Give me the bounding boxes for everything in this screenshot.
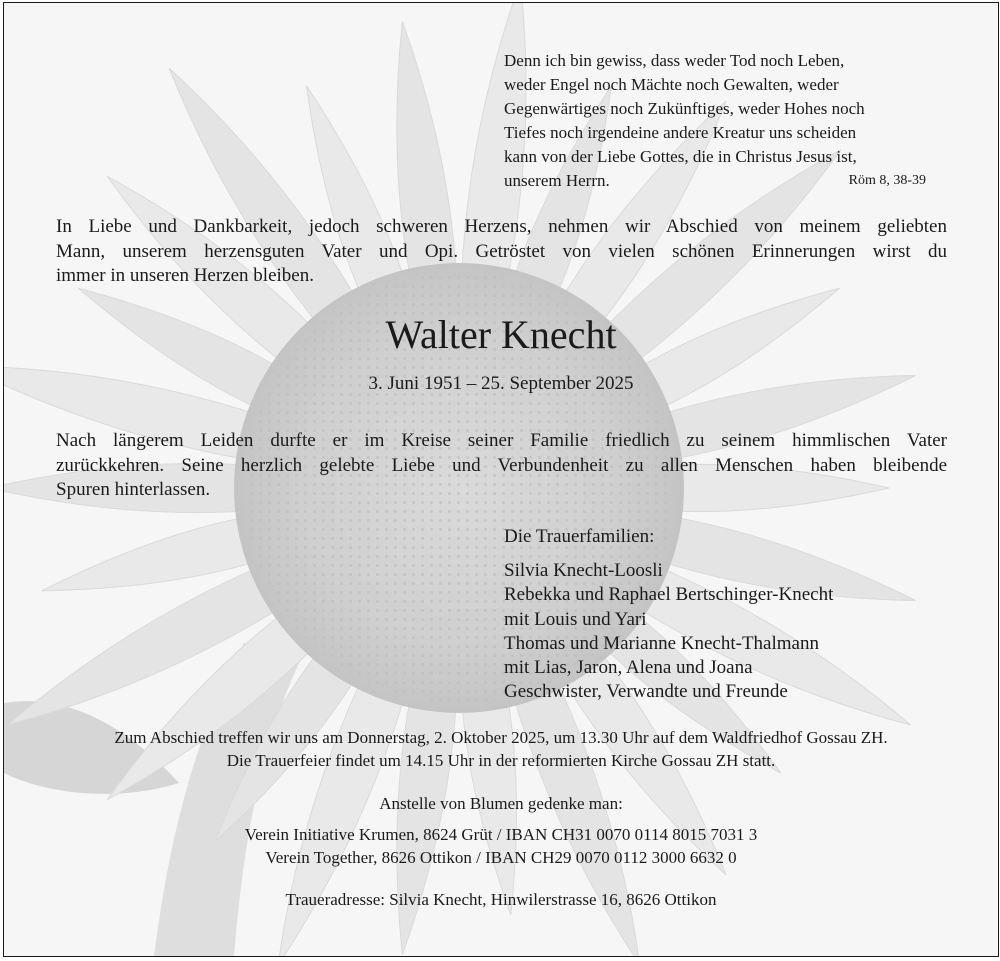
mourner-name: Thomas und Marianne Knecht-Thalmann bbox=[504, 632, 819, 654]
verse-line: Denn ich bin gewiss, dass weder Tod noch Leben, bbox=[504, 51, 845, 70]
obituary-card bbox=[3, 2, 999, 957]
ceremony-info bbox=[4, 726, 998, 772]
verse-line: weder Engel noch Mächte noch Gewalten, weder bbox=[504, 75, 839, 94]
message-line: Spuren hinterlassen. bbox=[56, 479, 211, 500]
donation-line: Verein Initiative Krumen, 8624 Grüt / IBAN CH31 0070 0114 8015 7031 3 bbox=[244, 825, 758, 844]
ceremony-line: Die Trauerfeier findet um 14.15 Uhr in der reformierten Kirche Gossau ZH statt. bbox=[226, 751, 776, 770]
bible-verse bbox=[504, 49, 926, 193]
mourner-name: mit Lias, Jaron, Alena und Joana bbox=[504, 657, 753, 679]
sunflower-petal bbox=[397, 683, 457, 955]
mourners-heading: Die Trauerfamilien: bbox=[504, 526, 655, 547]
spacer bbox=[504, 549, 944, 559]
life-dates: 3. Juni 1951 – 25. September 2025 bbox=[368, 373, 634, 394]
donations-list bbox=[4, 823, 998, 869]
mourner-name: Rebekka und Raphael Bertschinger-Knecht bbox=[504, 584, 834, 606]
ceremony-line: Zum Abschied treffen wir uns am Donnerstag, 2. Oktober 2025, um 13.30 Uhr auf dem Waldfriedhof Gossau ZH. bbox=[114, 728, 888, 747]
mourner-name: mit Louis und Yari bbox=[504, 608, 647, 630]
intro-line: In Liebe und Dankbarkeit, jedoch schweren Herzens, nehmen wir Abschied von meinem geliebten bbox=[56, 216, 947, 237]
intro-line: immer in unseren Herzen bleiben. bbox=[56, 265, 314, 286]
message-line: zurückkehren. Seine herzlich gelebte Liebe und Verbundenheit zu allen Menschen haben bleibende bbox=[56, 454, 947, 476]
intro-line: Mann, unserem herzensguten Vater und Opi. Getröstet von vielen schönen Erinnerungen wirst du bbox=[56, 240, 947, 262]
mourners-block bbox=[504, 525, 944, 704]
mourner-name: Silvia Knecht-Loosli bbox=[504, 560, 663, 582]
verse-line: Tiefes noch irgendeine andere Kreatur uns scheiden bbox=[504, 123, 857, 142]
verse-line: unserem Herrn. bbox=[504, 171, 610, 190]
verse-last-line bbox=[504, 169, 926, 193]
intro-paragraph bbox=[56, 215, 947, 289]
mourning-address: Traueradresse: Silvia Knecht, Hinwilerstrasse 16, 8626 Ottikon bbox=[285, 890, 717, 909]
verse-line: Gegenwärtiges noch Zukünftiges, weder Hohes noch bbox=[504, 99, 865, 118]
deceased-name: Walter Knecht bbox=[385, 312, 617, 357]
verse-reference: Röm 8, 38-39 bbox=[848, 173, 926, 188]
mourner-name: Geschwister, Verwandte und Freunde bbox=[504, 681, 788, 703]
verse-line: kann von der Liebe Gottes, die in Christus Jesus ist, bbox=[504, 147, 857, 166]
donations-heading: Anstelle von Blumen gedenke man: bbox=[379, 794, 623, 813]
message-paragraph bbox=[56, 429, 947, 503]
donation-line: Verein Together, 8626 Ottikon / IBAN CH29 0070 0112 3000 6632 0 bbox=[265, 848, 737, 867]
message-line: Nach längerem Leiden durfte er im Kreise seiner Familie friedlich zu seinem himmlischen Vater bbox=[56, 430, 947, 451]
